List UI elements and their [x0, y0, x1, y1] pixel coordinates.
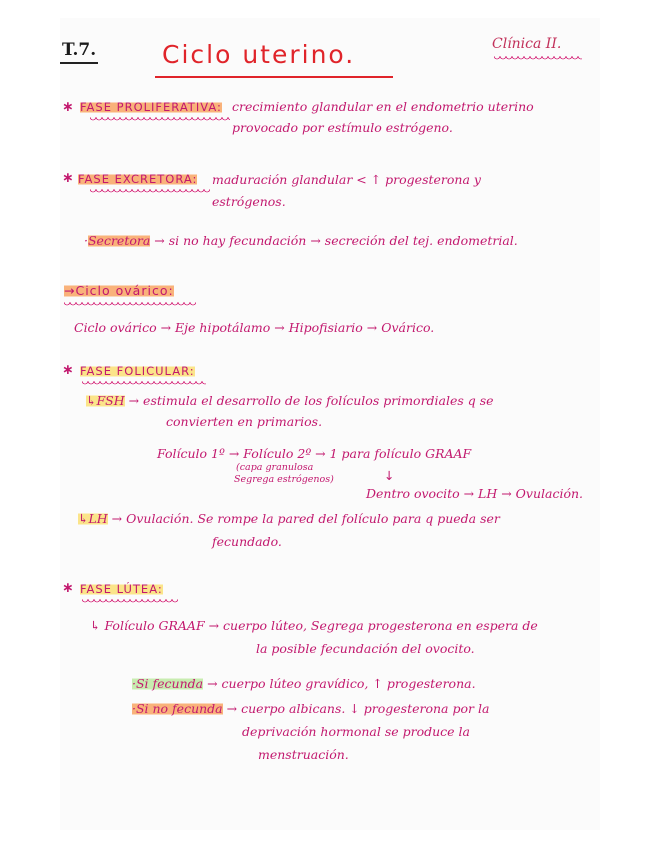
heading-label: FASE PROLIFERATIVA:: [80, 100, 222, 114]
section-heading-proliferativa: [80, 100, 222, 114]
heading-underline: [90, 189, 210, 195]
secretora-text: → si no hay fecundación → secreción del tej. endometrial.: [154, 233, 518, 248]
bullet-dot: ·: [84, 233, 88, 248]
ciclo-ovarico-text: Ciclo ovárico → Eje hipotálamo → Hipofisiario → Ovárico.: [74, 320, 435, 335]
lh-text: → Ovulación. Se rompe la pared del folículo para q pueda ser: [111, 511, 500, 526]
fsh-label: ↳FSH: [86, 393, 125, 408]
lh-label: ↳LH: [78, 511, 108, 526]
follicle-chain-2: Dentro ovocito → LH → Ovulación.: [366, 486, 584, 501]
fsh-line1: [86, 393, 494, 408]
unit-number: T.7.: [62, 40, 97, 60]
proliferativa-text-line2: provocado por estímulo estrógeno.: [232, 120, 453, 135]
no-fecunda-row: [132, 701, 489, 716]
si-fecunda-label: ·Si fecunda: [132, 676, 204, 691]
subject-underline: [494, 56, 582, 62]
heading-label: FASE LÚTEA:: [80, 582, 163, 596]
no-fecunda-line2: deprivación hormonal se produce la: [242, 724, 471, 739]
section-heading-folicular: [80, 364, 195, 378]
si-fecunda-row: [132, 676, 476, 691]
no-fecunda-label: ·Si no fecunda: [132, 701, 223, 716]
bullet-star: ∗: [62, 99, 74, 115]
heading-underline: [64, 302, 196, 308]
heading-label: FASE EXCRETORA:: [78, 172, 198, 186]
excretora-text-line1: maduración glandular < ↑ progesterona y: [212, 172, 481, 187]
heading-label: FASE FOLICULAR:: [80, 364, 195, 378]
section-heading-ciclo-ovarico: [64, 283, 174, 298]
follicle-chain: Folículo 1º → Folículo 2º → 1 para folículo GRAAF: [157, 446, 472, 461]
bullet-star: ∗: [62, 580, 74, 596]
title-underline: [155, 76, 393, 78]
lh-line1: [78, 511, 500, 526]
chain-note-line2: Segrega estrógenos): [234, 474, 334, 485]
section-heading-lutea: [80, 582, 163, 596]
heading-underline: [82, 599, 178, 605]
unit-underline: [60, 62, 98, 64]
bullet-star: ∗: [62, 362, 74, 378]
page-title: Ciclo uterino.: [162, 40, 356, 69]
fsh-text: → estimula el desarrollo de los folículos primordiales q se: [128, 393, 494, 408]
si-fecunda-text: → cuerpo lúteo gravídico, ↑ progesterona.: [207, 676, 476, 691]
heading-underline: [90, 117, 230, 123]
no-fecunda-line3: menstruación.: [258, 747, 349, 762]
bullet-star: ∗: [62, 170, 74, 186]
heading-underline: [82, 381, 206, 387]
secretora-row: [84, 233, 518, 248]
chain-note-line1: (capa granulosa: [236, 462, 314, 473]
excretora-text-line2: estrógenos.: [212, 194, 286, 209]
secretora-label: Secretora: [87, 233, 151, 248]
lutea-line1: ↳ Folículo GRAAF → cuerpo lúteo, Segrega progesterona en espera de: [90, 618, 538, 633]
fsh-line2: convierten en primarios.: [166, 414, 323, 429]
proliferativa-text-line1: crecimiento glandular en el endometrio uterino: [232, 99, 534, 114]
section-heading-excretora: [78, 172, 197, 186]
lh-line2: fecundado.: [212, 534, 282, 549]
heading-label: →Ciclo ovárico:: [64, 283, 174, 298]
lutea-line2: la posible fecundación del ovocito.: [256, 641, 475, 656]
no-fecunda-text: → cuerpo albicans. ↓ progesterona por la: [226, 701, 490, 716]
subject-label: Clínica II.: [492, 36, 562, 52]
down-arrow: ↓: [384, 468, 395, 483]
